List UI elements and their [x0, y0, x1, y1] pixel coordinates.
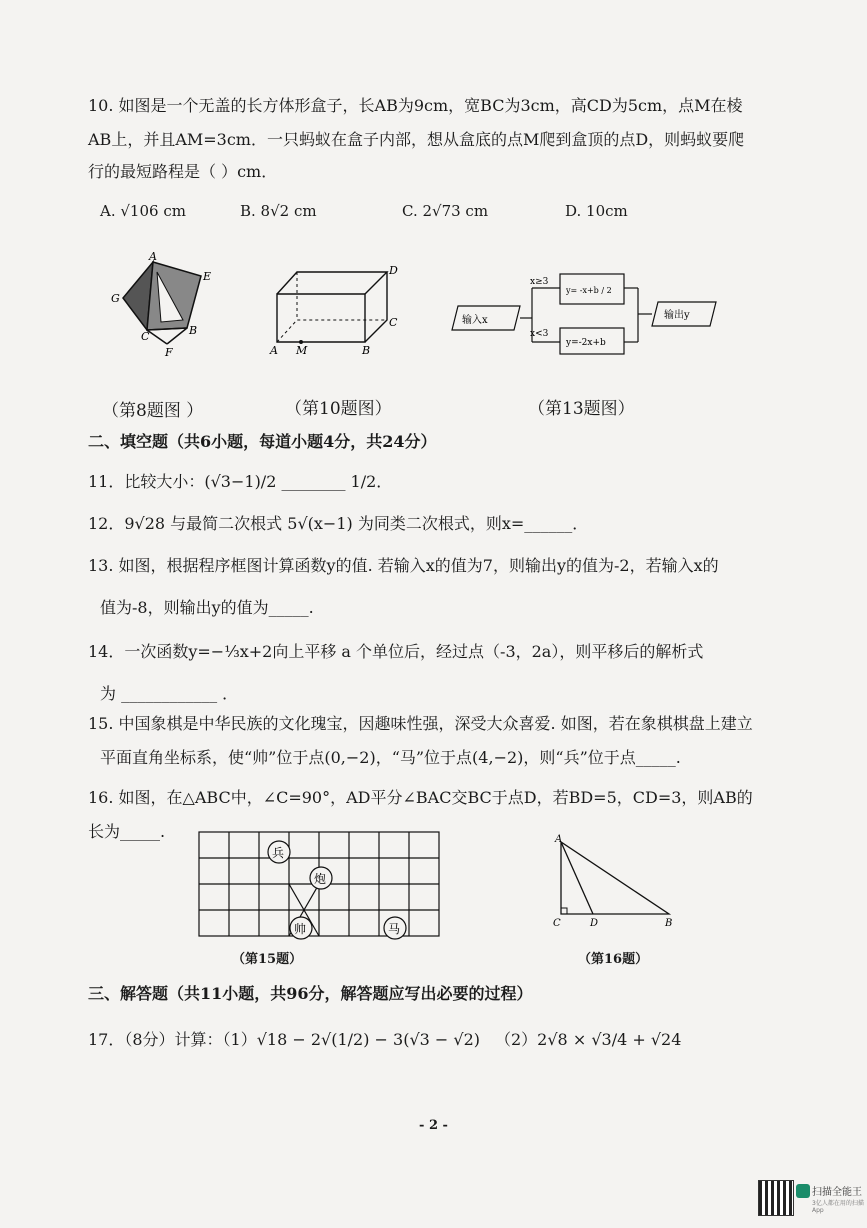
fig16-label-b: B [665, 918, 673, 929]
fig13-caption: （第13题图） [528, 399, 635, 419]
q15-line2: 平面直角坐标系，使“帅”位于点(0,−2)，“马”位于点(4,−2)，则“兵”位于点_____. [100, 748, 681, 767]
figure-8 [105, 250, 225, 360]
q12: 12．9√28 与最简二次根式 5√(x−1) 为同类二次根式，则x=______． [88, 514, 589, 533]
q10-line2: AB上，并且AM=3cm．一只蚂蚁在盒子内部，想从盒底的点M爬到盒顶的点D，则蚂蚁要爬 [88, 130, 745, 149]
q10-option-b: B. 8√2 cm [240, 202, 317, 220]
fig8-label-b: B [189, 324, 198, 337]
scanner-subtitle: 3亿人都在用的扫描App [812, 1200, 864, 1214]
fig10-label-c: C [389, 316, 398, 329]
figure-10 [265, 262, 410, 362]
flow-formula-top: y= -x+b / 2 [566, 286, 612, 295]
flow-cond-top: x≥3 [530, 277, 549, 287]
figure-13-flowchart [448, 268, 728, 360]
page-number: - 2 - [419, 1118, 448, 1133]
figure-15-chessboard [195, 828, 445, 948]
q10-line3: 行的最短路程是（ ）cm． [88, 162, 278, 181]
camscanner-logo-icon [796, 1184, 810, 1198]
q13-line2: 值为-8，则输出y的值为_____. [100, 598, 314, 617]
q14-line1: 14．一次函数y=−⅓x+2向上平移 a 个单位后，经过点（-3，2a），则平移后的解析式 [88, 642, 704, 661]
q10-line1: 10. 如图是一个无盖的长方体形盒子，长AB为9cm，宽BC为3cm，高CD为5cm，点M在棱 [88, 96, 743, 115]
fig8-label-c: C [141, 330, 150, 343]
fig10-label-a: A [270, 344, 278, 357]
q16-line1: 16. 如图，在△ABC中，∠C=90°，AD平分∠BAC交BC于点D，若BD=5，CD=3，则AB的 [88, 788, 753, 807]
fig10-caption: （第10题图） [285, 399, 392, 419]
piece-ma: 马 [388, 922, 401, 936]
flow-output: 输出y [664, 310, 690, 321]
fig8-caption: （第8题图 ） [102, 401, 204, 421]
piece-pao: 炮 [314, 872, 327, 886]
fig16-label-d: D [590, 918, 599, 929]
q17-part1: 17．（8分）计算：（1）√18 − 2√(1/2) − 3(√3 − √2) [88, 1030, 481, 1049]
q13-line1: 13. 如图，根据程序框图计算函数y的值. 若输入x的值为7，则输出y的值为-2，若输入x的 [88, 556, 719, 575]
fig16-label-c: C [553, 918, 561, 929]
fig16-caption: （第16题） [578, 952, 649, 967]
piece-bing: 兵 [272, 846, 285, 860]
section-2-heading: 二、填空题（共6小题，每道小题4分，共24分） [88, 432, 437, 451]
fig8-label-a: A [149, 250, 157, 263]
q14-line2: 为 ____________ ． [100, 684, 239, 703]
flow-formula-bottom: y=-2x+b [566, 338, 606, 348]
figure-16-triangle [545, 834, 680, 929]
fig10-label-d: D [389, 264, 398, 277]
fig8-label-e: E [203, 270, 212, 283]
q11: 11．比较大小：(√3−1)/2 ________ 1/2． [88, 472, 393, 491]
q10-option-a: A. √106 cm [100, 202, 186, 220]
q10-option-d: D. 10cm [565, 202, 628, 220]
fig10-label-b: B [362, 344, 371, 357]
q10-option-c: C. 2√73 cm [402, 202, 489, 220]
q17-part2: （2）2√8 × √3/4 + √24 [495, 1030, 682, 1049]
qr-code-icon [758, 1180, 794, 1216]
flow-input: 输入x [462, 315, 488, 326]
fig8-label-g: G [111, 292, 120, 305]
flow-cond-bottom: x<3 [530, 329, 549, 339]
fig15-caption: （第15题） [232, 952, 303, 967]
fig10-label-m: M [296, 344, 308, 357]
fig16-label-a: A [555, 834, 563, 845]
scanner-name: 扫描全能王 [812, 1187, 862, 1198]
q16-line2: 长为_____. [88, 822, 166, 841]
q15-line1: 15. 中国象棋是中华民族的文化瑰宝，因趣味性强，深受大众喜爱. 如图，若在象棋棋盘上建立 [88, 714, 753, 733]
section-3-heading: 三、解答题（共11小题，共96分，解答题应写出必要的过程） [88, 984, 533, 1003]
fig8-label-f: F [165, 346, 173, 359]
piece-shuai: 帅 [294, 922, 307, 936]
